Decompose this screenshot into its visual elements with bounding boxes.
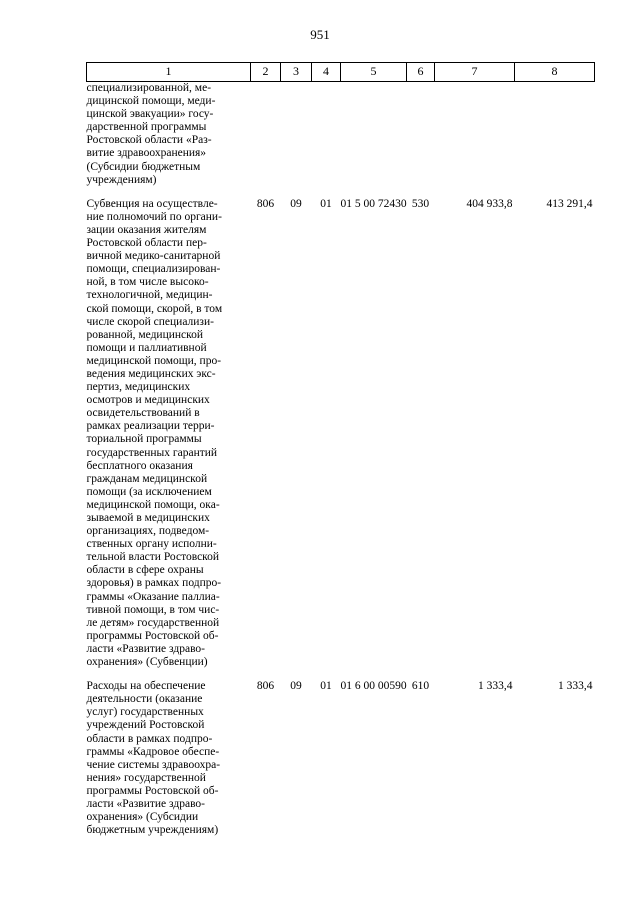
section-code: 09 — [290, 680, 302, 693]
table-row-continuation — [87, 82, 595, 187]
row-description: Расходы на обеспечение деятельности (оказание услуг) государственных учреждений Ростовской области в рамках подпро- граммы «Кадровое обеспе- чение системы здравоохра- нения» государственной программы Ростовской об- ласти «Развитие здраво- охранения» (Субсидии бюджетным учреждениям) — [86, 680, 221, 837]
header-col-6: 6 — [407, 63, 435, 82]
expense-type-code: 610 — [411, 680, 430, 693]
header-col-4: 4 — [312, 63, 341, 82]
subsection-code: 01 — [320, 680, 332, 693]
header-col-5: 5 — [341, 63, 407, 82]
expense-type-code: 530 — [411, 197, 430, 210]
amount-1: 1 333,4 — [478, 680, 513, 693]
ministry-code: 806 — [256, 197, 275, 210]
header-col-2: 2 — [251, 63, 281, 82]
budget-table — [86, 62, 595, 837]
amount-2: 1 333,4 — [558, 680, 593, 693]
section-code: 09 — [290, 197, 302, 210]
target-article-code: 01 5 00 72430 — [340, 197, 407, 210]
target-article-code: 01 6 00 00590 — [340, 680, 407, 693]
continuation-description: специализированной, ме- дицинской помощи, меди- цинской эвакуации» госу- дарственной программы Ростовской области «Раз- витие здравоохранения» (Субсидии бюджетным учреждениям) — [86, 82, 216, 186]
subsection-code: 01 — [320, 197, 332, 210]
row-description: Субвенция на осуществле- ние полномочий по органи- зации оказания жителям Ростовской области пер- вичной медико-санитарной помощи, специализирован- ной, в том числе высоко- технологичной, медицин- ской помощи, скорой, в том числе скорой специализи- рованной, медицинской помощи и паллиативной медицинской помощи, про- ведения медицинских экс- пертиз, медицинских осмотров и медицинских освидетельствований в рамках реализации терри- ториальной программы государственных гарантий бесплатного оказания гражданам медицинской помощи (за исключением медицинской помощи, ока- зываемой в медицинских организациях, подведом- ственных органу исполни- тельной власти Ростовской области в сфере охраны здоровья) в рамках подпро- граммы «Оказание паллиа- тивной помощи, в том чис- ле детям» государственной программы Ростовской об- ласти «Развитие здраво- охранения» (Субвенции) — [86, 197, 223, 669]
header-col-3: 3 — [281, 63, 312, 82]
table-row — [87, 680, 595, 837]
header-col-8: 8 — [515, 63, 595, 82]
amount-1: 404 933,8 — [466, 197, 513, 210]
amount-2: 413 291,4 — [546, 197, 593, 210]
header-row — [87, 63, 595, 82]
header-col-7: 7 — [435, 63, 515, 82]
ministry-code: 806 — [256, 680, 275, 693]
page-number: 951 — [310, 27, 330, 42]
header-col-1: 1 — [87, 63, 251, 82]
table-row — [87, 198, 595, 669]
